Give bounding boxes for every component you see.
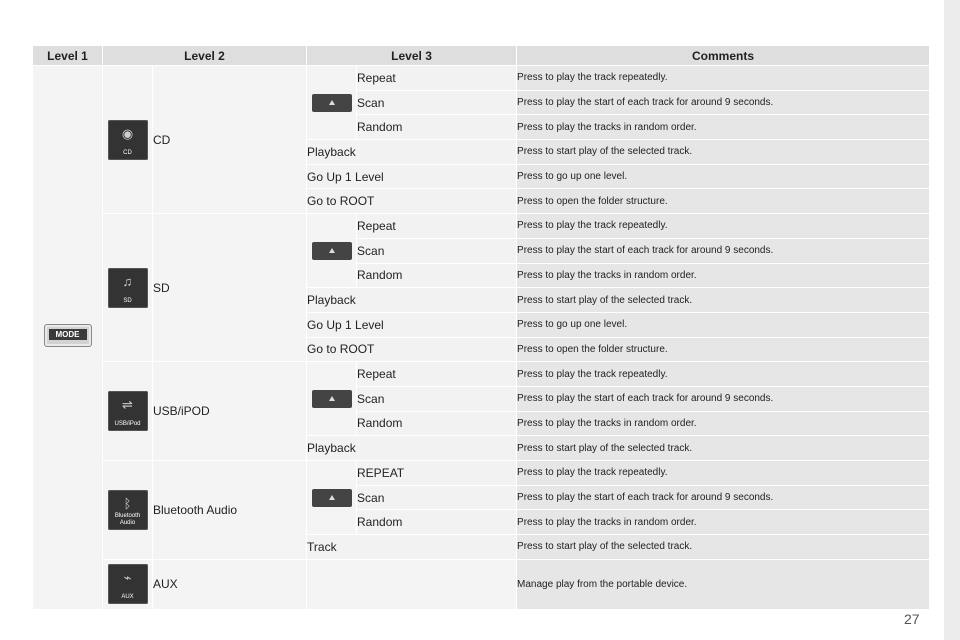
header-level3: Level 3 bbox=[307, 46, 517, 66]
aux-level3-empty bbox=[307, 559, 517, 609]
mode-menu-table bbox=[32, 45, 930, 610]
comment: Press to play the start of each track for around 9 seconds. bbox=[517, 386, 930, 411]
source-name-usb: USB/iPOD bbox=[153, 362, 307, 461]
cd-icon-cell bbox=[103, 66, 153, 214]
level3-item: Go to ROOT bbox=[307, 189, 517, 214]
table-row bbox=[33, 559, 930, 609]
level3-item: Repeat bbox=[357, 214, 517, 239]
up-arrow-button-icon bbox=[312, 390, 352, 408]
source-name-aux: AUX bbox=[153, 559, 307, 609]
comment: Press to play the tracks in random order. bbox=[517, 411, 930, 436]
usb-submenu-arrow-cell bbox=[307, 362, 357, 436]
level1-cell bbox=[33, 66, 103, 610]
usb-icon-cell bbox=[103, 362, 153, 461]
comment: Press to start play of the selected track. bbox=[517, 535, 930, 560]
source-name-bluetooth: Bluetooth Audio bbox=[153, 461, 307, 560]
comment: Press to play the tracks in random order. bbox=[517, 115, 930, 140]
level3-item: Playback bbox=[307, 436, 517, 461]
up-arrow-button-icon bbox=[312, 94, 352, 112]
comment: Press to start play of the selected track. bbox=[517, 436, 930, 461]
header-row bbox=[33, 46, 930, 66]
comment: Press to open the folder structure. bbox=[517, 337, 930, 362]
up-arrow-button-icon bbox=[312, 242, 352, 260]
comment: Press to play the start of each track for around 9 seconds. bbox=[517, 238, 930, 263]
level3-item: REPEAT bbox=[357, 461, 517, 486]
level3-item: Go to ROOT bbox=[307, 337, 517, 362]
page-edge-strip bbox=[944, 0, 960, 640]
comment: Press to play the track repeatedly. bbox=[517, 362, 930, 387]
level3-item: Random bbox=[357, 115, 517, 140]
level3-item: Go Up 1 Level bbox=[307, 164, 517, 189]
level3-item: Track bbox=[307, 535, 517, 560]
table-row bbox=[33, 461, 930, 486]
comment: Press to play the tracks in random order. bbox=[517, 263, 930, 288]
comment: Press to play the track repeatedly. bbox=[517, 66, 930, 91]
level3-item: Scan bbox=[357, 485, 517, 510]
comment: Press to play the track repeatedly. bbox=[517, 461, 930, 486]
level3-item: Scan bbox=[357, 238, 517, 263]
bluetooth-submenu-arrow-cell bbox=[307, 461, 357, 535]
header-level2: Level 2 bbox=[103, 46, 307, 66]
usb-icon: ⇌ USB/iPod bbox=[108, 391, 148, 431]
level3-item: Repeat bbox=[357, 66, 517, 91]
aux-icon-cell bbox=[103, 559, 153, 609]
sd-submenu-arrow-cell bbox=[307, 214, 357, 288]
sd-icon-cell bbox=[103, 214, 153, 362]
bluetooth-icon: ᛒ Bluetooth Audio bbox=[108, 490, 148, 530]
level3-item: Go Up 1 Level bbox=[307, 312, 517, 337]
comment: Press to start play of the selected track. bbox=[517, 140, 930, 165]
level3-item: Random bbox=[357, 510, 517, 535]
source-name-cd: CD bbox=[153, 66, 307, 214]
level3-item: Playback bbox=[307, 140, 517, 165]
cd-icon: ◉ CD bbox=[108, 120, 148, 160]
comment: Press to play the start of each track for around 9 seconds. bbox=[517, 485, 930, 510]
header-comments: Comments bbox=[517, 46, 930, 66]
level3-item: Random bbox=[357, 411, 517, 436]
level3-item: Scan bbox=[357, 90, 517, 115]
comment: Manage play from the portable device. bbox=[517, 559, 930, 609]
comment: Press to go up one level. bbox=[517, 312, 930, 337]
comment: Press to play the tracks in random order. bbox=[517, 510, 930, 535]
table-row bbox=[33, 362, 930, 387]
mode-button-icon: MODE bbox=[44, 324, 92, 347]
level3-item: Repeat bbox=[357, 362, 517, 387]
level3-item: Playback bbox=[307, 288, 517, 313]
table-row bbox=[33, 66, 930, 91]
up-arrow-button-icon bbox=[312, 489, 352, 507]
cd-submenu-arrow-cell bbox=[307, 66, 357, 140]
page-number: 27 bbox=[904, 611, 920, 627]
comment: Press to start play of the selected track. bbox=[517, 288, 930, 313]
level3-item: Random bbox=[357, 263, 517, 288]
comment: Press to play the track repeatedly. bbox=[517, 214, 930, 239]
sd-card-icon: ♫ SD bbox=[108, 268, 148, 308]
comment: Press to play the start of each track for around 9 seconds. bbox=[517, 90, 930, 115]
comment: Press to open the folder structure. bbox=[517, 189, 930, 214]
source-name-sd: SD bbox=[153, 214, 307, 362]
level3-item: Scan bbox=[357, 386, 517, 411]
comment: Press to go up one level. bbox=[517, 164, 930, 189]
table-row bbox=[33, 214, 930, 239]
header-level1: Level 1 bbox=[33, 46, 103, 66]
bluetooth-icon-cell bbox=[103, 461, 153, 560]
aux-cable-icon: ⌁ AUX bbox=[108, 564, 148, 604]
